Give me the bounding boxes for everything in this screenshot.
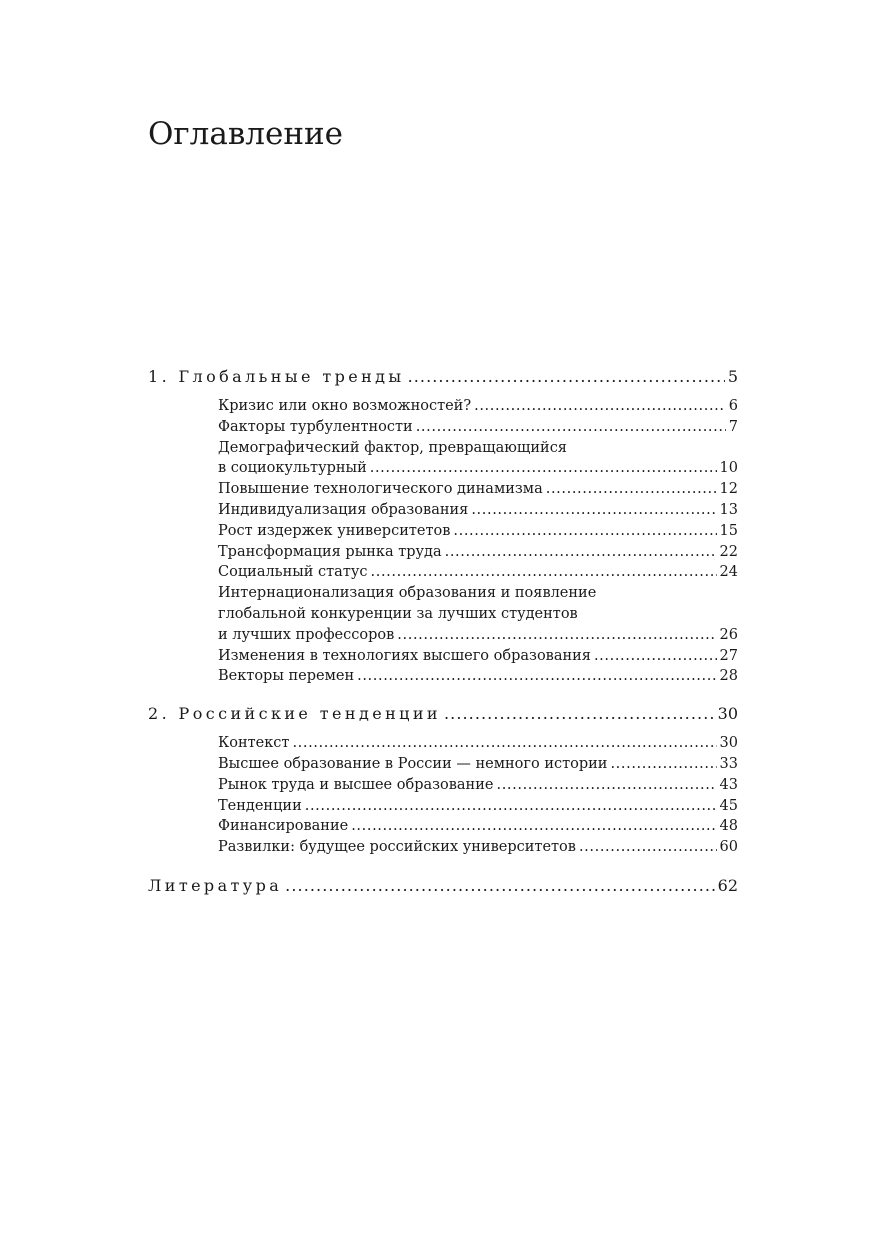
toc-entry-title: Кризис или окно возможностей?	[218, 398, 472, 414]
dot-leader	[305, 796, 717, 817]
toc-chapter[interactable]	[148, 364, 738, 390]
toc-page-number: 26	[719, 626, 738, 643]
toc-page-number: 6	[728, 398, 738, 414]
toc-entry-title: Высшее образование в России — немного истории	[218, 755, 608, 772]
toc-entry[interactable]	[218, 500, 738, 521]
toc-chapter[interactable]	[148, 873, 738, 899]
toc-entry-title: Развилки: будущее российских университетов	[218, 839, 576, 856]
toc-section-list	[148, 396, 738, 687]
dot-leader	[397, 625, 716, 646]
toc-page-number: 30	[719, 735, 738, 752]
toc-entry[interactable]	[218, 796, 738, 817]
dot-leader	[357, 666, 716, 687]
toc-chapter-title: 2. Российские тенденции	[148, 704, 441, 724]
toc-entry[interactable]	[218, 754, 738, 775]
table-of-contents	[148, 364, 738, 899]
toc-page-number: 24	[719, 564, 738, 581]
dot-leader	[471, 500, 716, 521]
dot-leader	[444, 701, 715, 727]
toc-entry[interactable]	[218, 646, 738, 667]
toc-entry[interactable]	[218, 417, 738, 438]
toc-entry[interactable]	[218, 583, 738, 645]
dot-leader	[594, 646, 717, 667]
toc-page-number: 43	[719, 776, 738, 793]
toc-page-number: 60	[719, 839, 738, 856]
toc-page-number: 5	[727, 367, 738, 386]
toc-page-number: 15	[719, 522, 738, 539]
toc-entry[interactable]	[218, 479, 738, 500]
toc-entry[interactable]	[218, 816, 738, 837]
dot-leader	[285, 873, 714, 899]
toc-entry-title: Индивидуализация образования	[218, 501, 469, 518]
dot-leader	[474, 396, 726, 417]
dot-leader	[496, 775, 716, 796]
toc-entry[interactable]	[218, 542, 738, 563]
dot-leader	[579, 837, 717, 858]
toc-page-number: 13	[719, 501, 738, 518]
toc-page-number: 12	[719, 481, 738, 498]
toc-entry[interactable]	[218, 438, 738, 480]
dot-leader	[546, 479, 717, 500]
toc-entry[interactable]	[218, 521, 738, 542]
toc-entry[interactable]	[218, 562, 738, 583]
dot-leader	[370, 458, 717, 479]
toc-page-number: 7	[728, 418, 738, 435]
toc-entry[interactable]	[218, 396, 738, 417]
toc-section-list	[148, 733, 738, 858]
toc-entry-title: Контекст	[218, 735, 290, 752]
toc-entry-title-line: Демографический фактор, превращающийся	[218, 439, 567, 456]
toc-page-number: 45	[719, 797, 738, 814]
toc-entry-title: Социальный статус	[218, 564, 368, 581]
toc-page-number: 33	[719, 755, 738, 772]
toc-entry-title-line: Интернационализация образования и появление	[218, 585, 597, 602]
dot-leader	[416, 417, 726, 438]
toc-entry[interactable]	[218, 666, 738, 687]
toc-entry-title: Векторы перемен	[218, 668, 355, 685]
toc-entry-title: Изменения в технологиях высшего образования	[218, 647, 591, 664]
dot-leader	[445, 542, 717, 563]
toc-entry-title: Трансформация рынка труда	[218, 543, 442, 560]
toc-entry-title: Повышение технологического динамизма	[218, 481, 543, 498]
toc-entry[interactable]	[218, 733, 738, 754]
toc-entry-title: Рынок труда и высшее образование	[218, 776, 494, 793]
toc-page-number: 28	[719, 668, 738, 685]
toc-page-number: 48	[719, 818, 738, 835]
toc-entry[interactable]	[218, 837, 738, 858]
toc-entry-title-line: глобальной конкуренции за лучших студентов	[218, 605, 578, 622]
toc-page-number: 62	[717, 875, 738, 895]
dot-leader	[351, 816, 716, 837]
toc-entry-title: Факторы турбулентности	[218, 418, 413, 435]
toc-entry-title-line: и лучших профессоров	[218, 626, 395, 643]
toc-entry-title: Рост издержек университетов	[218, 522, 451, 539]
page-title: Оглавление	[148, 116, 343, 152]
toc-entry[interactable]	[218, 775, 738, 796]
toc-chapter[interactable]	[148, 701, 738, 727]
dot-leader	[610, 754, 716, 775]
toc-entry-title: Тенденции	[218, 797, 302, 814]
toc-chapter-title: 1. Глобальные тренды	[148, 367, 405, 386]
toc-chapter-title: Литература	[148, 875, 283, 895]
toc-entry-title-line: в социокультурный	[218, 460, 367, 477]
dot-leader	[371, 562, 717, 583]
dot-leader	[292, 733, 716, 754]
dot-leader	[453, 521, 716, 542]
toc-page-number: 10	[719, 460, 738, 477]
toc-page-number: 22	[719, 543, 738, 560]
toc-page-number: 30	[717, 704, 738, 724]
dot-leader	[408, 364, 725, 390]
toc-page-number: 27	[719, 647, 738, 664]
toc-entry-title: Финансирование	[218, 818, 349, 835]
